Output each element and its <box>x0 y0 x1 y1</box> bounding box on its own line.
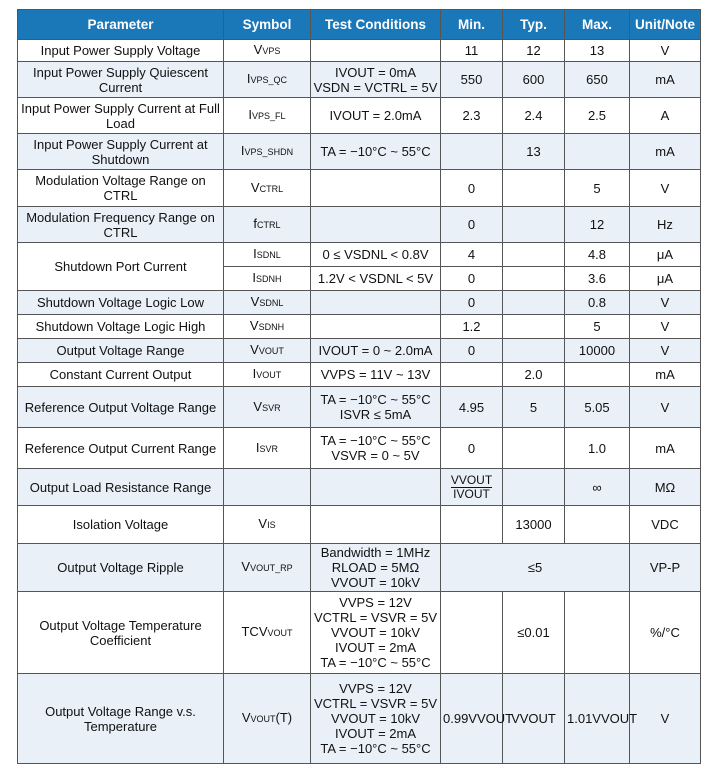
conditions-cell <box>311 243 441 267</box>
parameter-cell: Input Power Supply Current at Full Load <box>18 98 224 134</box>
symbol-main: I <box>240 143 245 158</box>
condition-line: IVOUT = 2.0mA <box>329 108 422 123</box>
conditions-cell <box>311 98 441 134</box>
condition-line: VVPS = 11V ~ 13V <box>320 367 431 382</box>
typ-cell: 2.0 <box>503 363 565 387</box>
condition-line: IVOUT = 2mA <box>334 640 417 655</box>
ratio-numerator: VVOUT <box>450 472 493 487</box>
table-row <box>18 363 701 387</box>
max-cell <box>565 363 630 387</box>
parameter-cell: Shutdown Voltage Logic Low <box>18 291 224 315</box>
symbol-subscript: VOUT_RP <box>250 563 293 573</box>
min-cell: 1.2 <box>441 315 503 339</box>
parameter-cell: Output Voltage Range v.s. Temperature <box>18 674 224 764</box>
table-row <box>18 315 701 339</box>
max-cell: 3.6 <box>565 267 630 291</box>
col-min: Min. <box>441 10 503 40</box>
symbol-subscript: SDNL <box>256 250 281 260</box>
table-row <box>18 207 701 243</box>
symbol-main: V <box>250 342 259 357</box>
parameter-cell: Shutdown Voltage Logic High <box>18 315 224 339</box>
unit-cell: A <box>630 98 701 134</box>
condition-line: VSDN = VCTRL = 5V <box>313 79 438 95</box>
typ-cell: 2.4 <box>503 98 565 134</box>
min-cell: 0 <box>441 170 503 207</box>
symbol-cell <box>224 291 311 315</box>
table-row <box>18 62 701 98</box>
table-row <box>18 170 701 207</box>
min-cell <box>441 469 503 506</box>
symbol-subscript: SDNL <box>259 298 284 308</box>
unit-cell: mA <box>630 134 701 170</box>
min-cell <box>441 592 503 674</box>
conditions-cell <box>311 592 441 674</box>
min-cell: 11 <box>441 40 503 62</box>
conditions-cell <box>311 544 441 592</box>
unit-cell: V <box>630 387 701 428</box>
table-row <box>18 98 701 134</box>
symbol-main: V <box>258 516 268 531</box>
conditions-cell <box>311 428 441 469</box>
condition-line: TA = −10°C ~ 55°C <box>320 655 431 670</box>
symbol-subscript: VOUT <box>267 628 293 638</box>
min-cell: 0 <box>441 339 503 363</box>
symbol-subscript: SVR <box>259 443 279 454</box>
symbol-subscript: VOUT <box>258 346 284 356</box>
unit-cell: mA <box>630 62 701 98</box>
conditions-cell <box>311 387 441 428</box>
condition-line: VCTRL = VSVR = 5V <box>313 696 438 711</box>
unit-cell: MΩ <box>630 469 701 506</box>
min-cell <box>441 134 503 170</box>
condition-line: VVPS = 12V <box>339 681 412 696</box>
symbol-subscript: VOUT <box>250 714 276 724</box>
symbol-cell <box>224 428 311 469</box>
table-row <box>18 339 701 363</box>
parameter-cell: Constant Current Output <box>18 363 224 387</box>
table-row <box>18 134 701 170</box>
typ-cell <box>503 267 565 291</box>
parameter-cell: Output Voltage Range <box>18 339 224 363</box>
symbol-main: I <box>255 439 260 455</box>
conditions-cell <box>311 40 441 62</box>
condition-line: VVOUT = 10kV <box>331 711 420 726</box>
typ-cell <box>503 339 565 363</box>
max-cell: 2.5 <box>565 98 630 134</box>
symbol-main: V <box>250 294 260 309</box>
max-cell: 1.01VVOUT <box>565 674 630 764</box>
max-cell <box>565 134 630 170</box>
min-cell: 0 <box>441 428 503 469</box>
symbol-subscript: SDNH <box>256 274 282 284</box>
condition-line: VVOUT = 10kV <box>331 625 420 640</box>
unit-cell: Hz <box>630 207 701 243</box>
parameter-cell: Reference Output Current Range <box>18 428 224 469</box>
parameter-cell: Input Power Supply Quiescent Current <box>18 62 224 98</box>
range-span-cell: ≤5 <box>441 544 630 592</box>
col-parameter: Parameter <box>18 10 224 40</box>
unit-cell: VP-P <box>630 544 701 592</box>
typ-cell <box>503 291 565 315</box>
condition-line: VSVR = 0 ~ 5V <box>331 448 420 463</box>
table-row <box>18 243 701 267</box>
symbol-subscript: IS <box>267 520 276 530</box>
unit-cell: VDC <box>630 506 701 544</box>
max-cell: 5 <box>565 315 630 339</box>
table-row <box>18 674 701 764</box>
table-row <box>18 387 701 428</box>
symbol-cell <box>224 544 311 592</box>
typ-cell <box>503 469 565 506</box>
condition-line: TA = −10°C ~ 55°C <box>320 144 431 159</box>
symbol-main: V <box>253 398 263 414</box>
min-cell <box>441 506 503 544</box>
condition-line: VVOUT = 10kV <box>331 575 420 590</box>
conditions-cell <box>311 267 441 291</box>
symbol-main: V <box>253 42 263 57</box>
max-cell <box>565 592 630 674</box>
typ-cell: 5 <box>503 387 565 428</box>
spec-table <box>17 9 701 764</box>
symbol-cell <box>224 506 311 544</box>
symbol-main: V <box>250 179 260 195</box>
table-row <box>18 506 701 544</box>
symbol-cell <box>224 98 311 134</box>
min-cell: 4 <box>441 243 503 267</box>
parameter-cell: Shutdown Port Current <box>18 243 224 291</box>
table-row <box>18 469 701 506</box>
symbol-cell <box>224 62 311 98</box>
max-cell <box>565 506 630 544</box>
symbol-subscript: VPS <box>262 46 281 56</box>
symbol-main: V <box>241 559 251 574</box>
parameter-cell: Isolation Voltage <box>18 506 224 544</box>
symbol-cell <box>224 469 311 506</box>
symbol-main: I <box>252 366 257 381</box>
symbol-subscript: CTRL <box>259 183 284 194</box>
unit-cell: %/°C <box>630 592 701 674</box>
condition-line: RLOAD = 5MΩ <box>331 560 420 575</box>
table-row <box>18 428 701 469</box>
min-cell: 0 <box>441 267 503 291</box>
table-row <box>18 40 701 62</box>
symbol-subscript: VPS_FL <box>252 111 286 121</box>
min-cell: 2.3 <box>441 98 503 134</box>
typ-cell: 600 <box>503 62 565 98</box>
typ-cell: 13000 <box>503 506 565 544</box>
symbol-cell <box>224 339 311 363</box>
conditions-cell <box>311 674 441 764</box>
parameter-cell: Output Voltage Ripple <box>18 544 224 592</box>
typ-cell <box>503 315 565 339</box>
max-cell: 0.8 <box>565 291 630 315</box>
unit-cell: μA <box>630 267 701 291</box>
unit-cell: mA <box>630 428 701 469</box>
typ-cell: 12 <box>503 40 565 62</box>
parameter-cell: Output Voltage Temperature Coefficient <box>18 592 224 674</box>
min-cell <box>441 363 503 387</box>
symbol-cell <box>224 40 311 62</box>
table-row <box>18 544 701 592</box>
max-cell: 1.0 <box>565 428 630 469</box>
symbol-main: I <box>248 107 253 122</box>
symbol-cell <box>224 267 311 291</box>
symbol-subscript: SVR <box>262 402 281 413</box>
min-cell: 0 <box>441 291 503 315</box>
condition-line: TA = −10°C ~ 55°C <box>320 433 431 448</box>
conditions-cell <box>311 469 441 506</box>
max-cell: 5.05 <box>565 387 630 428</box>
symbol-cell <box>224 592 311 674</box>
col-unit: Unit/Note <box>630 10 701 40</box>
unit-cell: V <box>630 674 701 764</box>
max-cell: 5 <box>565 170 630 207</box>
typ-cell <box>503 243 565 267</box>
symbol-subscript: VPS_SHDN <box>244 147 294 157</box>
max-cell: 12 <box>565 207 630 243</box>
ratio-fraction <box>451 474 492 501</box>
symbol-subscript: SDNH <box>258 322 285 332</box>
symbol-main: f <box>253 216 258 231</box>
typ-cell: ≤0.01 <box>503 592 565 674</box>
symbol-subscript: CTRL <box>257 220 281 230</box>
parameter-cell: Output Load Resistance Range <box>18 469 224 506</box>
col-test-conditions: Test Conditions <box>311 10 441 40</box>
ratio-denominator: IVOUT <box>453 486 490 501</box>
symbol-cell <box>224 363 311 387</box>
condition-line: TA = −10°C ~ 55°C <box>320 392 431 407</box>
unit-cell: mA <box>630 363 701 387</box>
symbol-main: I <box>246 71 251 86</box>
symbol-main: I <box>253 246 257 261</box>
parameter-cell: Modulation Frequency Range on CTRL <box>18 207 224 243</box>
min-cell: 4.95 <box>441 387 503 428</box>
parameter-cell: Modulation Voltage Range on CTRL <box>18 170 224 207</box>
max-cell: 4.8 <box>565 243 630 267</box>
conditions-cell <box>311 207 441 243</box>
conditions-cell <box>311 291 441 315</box>
symbol-subscript: VPS_QC <box>250 75 288 85</box>
unit-cell: V <box>630 339 701 363</box>
typ-cell <box>503 207 565 243</box>
condition-line: Bandwidth = 1MHz <box>320 545 431 560</box>
condition-line: IVOUT = 0 ~ 2.0mA <box>318 343 433 358</box>
max-cell: 13 <box>565 40 630 62</box>
conditions-cell <box>311 134 441 170</box>
col-symbol: Symbol <box>224 10 311 40</box>
unit-cell: V <box>630 291 701 315</box>
symbol-cell <box>224 207 311 243</box>
symbol-main: I <box>252 270 257 285</box>
min-cell: 0.99VVOUT <box>441 674 503 764</box>
symbol-main: V <box>249 318 259 333</box>
condition-line: VCTRL = VSVR = 5V <box>313 610 438 625</box>
min-cell: 550 <box>441 62 503 98</box>
typ-cell: VVOUT <box>503 674 565 764</box>
parameter-cell: Input Power Supply Current at Shutdown <box>18 134 224 170</box>
typ-cell <box>503 428 565 469</box>
symbol-main: TCV <box>241 624 268 639</box>
parameter-cell: Reference Output Voltage Range <box>18 387 224 428</box>
unit-cell: V <box>630 315 701 339</box>
conditions-cell <box>311 363 441 387</box>
symbol-cell <box>224 134 311 170</box>
unit-cell: μA <box>630 243 701 267</box>
symbol-cell <box>224 387 311 428</box>
condition-line: IVOUT = 0mA <box>334 64 417 80</box>
condition-line: 0 ≤ VSDNL < 0.8V <box>322 247 429 262</box>
symbol-tail: (T) <box>275 710 293 725</box>
symbol-cell <box>224 674 311 764</box>
max-cell: 650 <box>565 62 630 98</box>
max-cell: 10000 <box>565 339 630 363</box>
col-max: Max. <box>565 10 630 40</box>
conditions-cell <box>311 506 441 544</box>
condition-line: IVOUT = 2mA <box>334 726 417 741</box>
max-cell: ∞ <box>565 469 630 506</box>
symbol-cell <box>224 315 311 339</box>
typ-cell: 13 <box>503 134 565 170</box>
condition-line: TA = −10°C ~ 55°C <box>320 741 431 756</box>
typ-cell <box>503 170 565 207</box>
conditions-cell <box>311 315 441 339</box>
conditions-cell <box>311 170 441 207</box>
unit-cell: V <box>630 170 701 207</box>
min-cell: 0 <box>441 207 503 243</box>
col-typ: Typ. <box>503 10 565 40</box>
symbol-cell <box>224 170 311 207</box>
table-row <box>18 291 701 315</box>
unit-cell: V <box>630 40 701 62</box>
symbol-cell <box>224 243 311 267</box>
symbol-subscript: VOUT <box>256 370 282 380</box>
table-row <box>18 592 701 674</box>
condition-line: ISVR ≤ 5mA <box>339 407 412 422</box>
conditions-cell <box>311 339 441 363</box>
condition-line: 1.2V < VSDNL < 5V <box>317 271 434 286</box>
header-row <box>18 10 701 40</box>
parameter-cell: Input Power Supply Voltage <box>18 40 224 62</box>
condition-line: VVPS = 12V <box>339 595 412 610</box>
conditions-cell <box>311 62 441 98</box>
symbol-main: V <box>241 710 251 725</box>
